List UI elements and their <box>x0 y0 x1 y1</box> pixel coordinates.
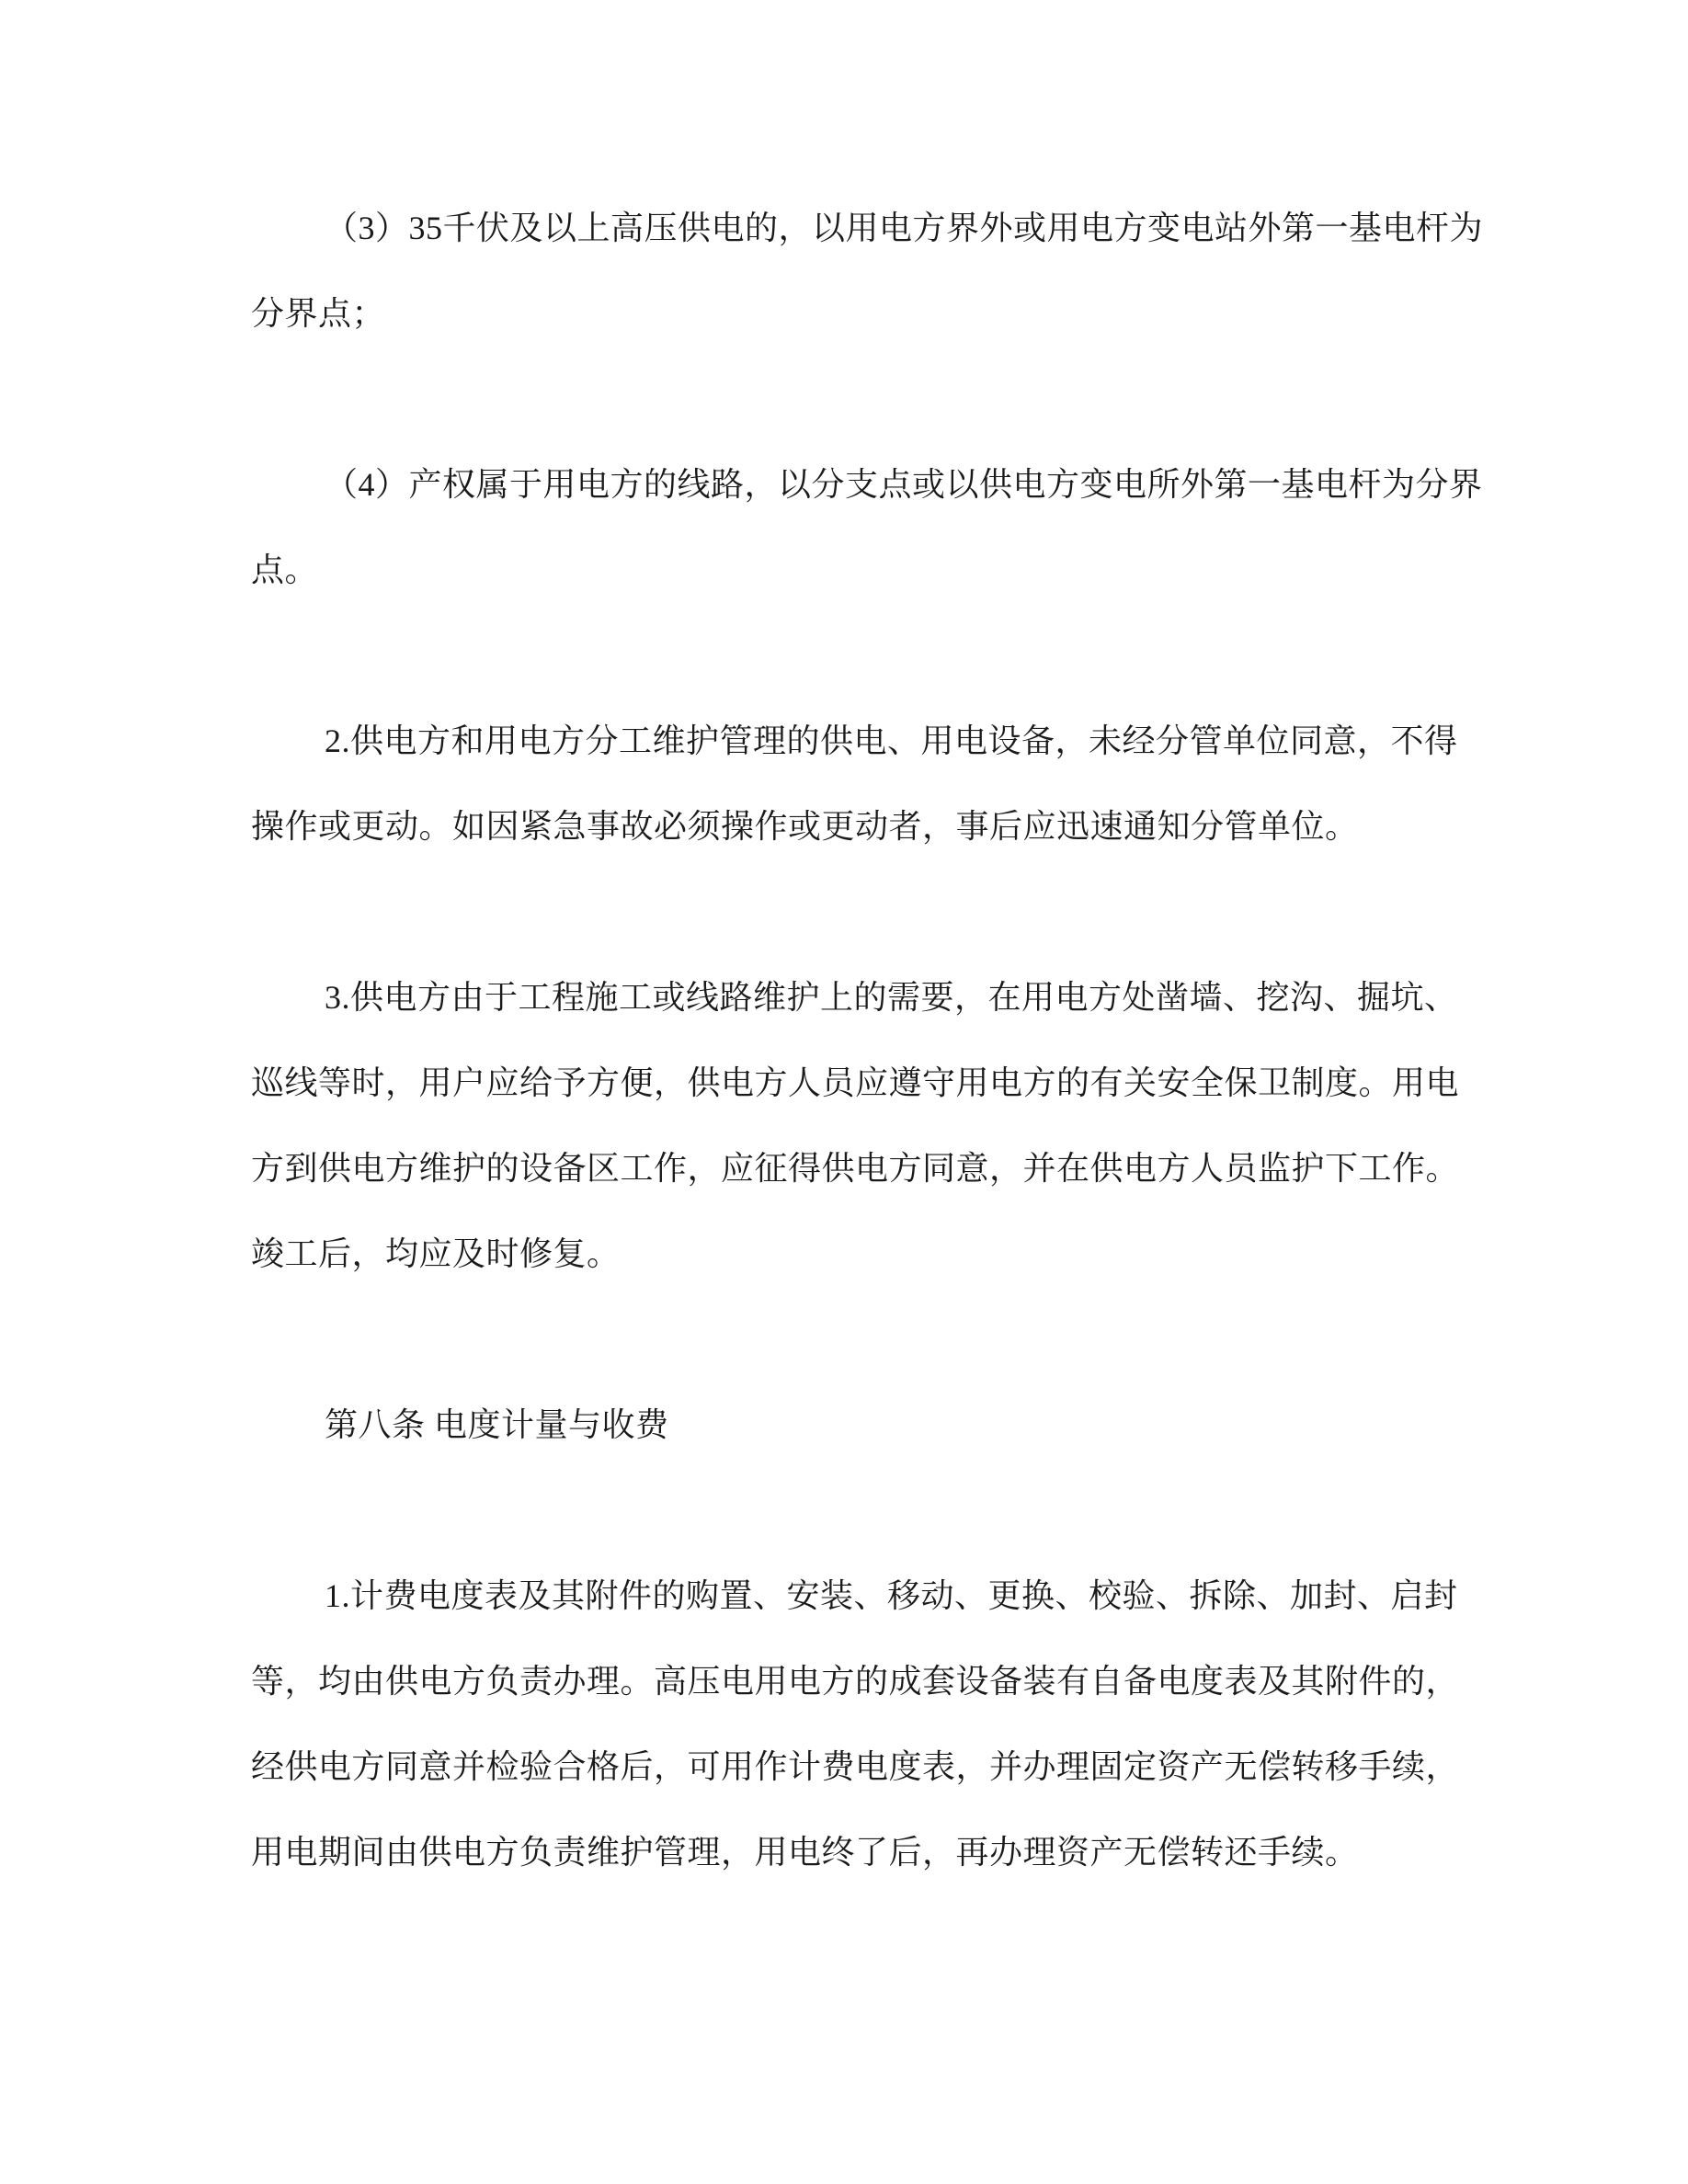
text-line: 等，均由供电方负责办理。高压电用电方的成套设备装有自备电度表及其附件的， <box>251 1663 1460 1700</box>
text-line: 竣工后，均应及时修复。 <box>251 1235 621 1272</box>
text-line: 点。 <box>251 552 319 588</box>
text-line: 1.计费电度表及其附件的购置、安装、移动、更换、校验、拆除、加封、启封 <box>325 1577 1458 1614</box>
text-line: 巡线等时，用户应给予方便，供电方人员应遵守用电方的有关安全保卫制度。用电 <box>251 1064 1460 1101</box>
text-line: （3）35千伏及以上高压供电的，以用电方界外或用电方变电站外第一基电杆为 <box>325 210 1484 246</box>
text-line: 方到供电方维护的设备区工作，应征得供电方同意，并在供电方人员监护下工作。 <box>251 1150 1460 1187</box>
text-line: 分界点； <box>251 295 386 332</box>
text-line: 经供电方同意并检验合格后，可用作计费电度表，并办理固定资产无偿转移手续， <box>251 1748 1460 1785</box>
paragraph-clause-1-metering <box>251 1553 1504 1895</box>
text-line: 3.供电方由于工程施工或线路维护上的需要，在用电方处凿墙、挖沟、掘坑、 <box>325 979 1458 1016</box>
paragraph-subitem-4 <box>251 442 1504 613</box>
text-line: 2.供电方和用电方分工维护管理的供电、用电设备，未经分管单位同意，不得 <box>325 722 1458 759</box>
paragraph-clause-3 <box>251 955 1504 1297</box>
heading-line: 第八条 电度计量与收费 <box>325 1406 669 1443</box>
paragraph-clause-2 <box>251 699 1504 870</box>
text-line: （4）产权属于用电方的线路，以分支点或以供电方变电所外第一基电杆为分界 <box>325 466 1483 503</box>
paragraph-subitem-3 <box>251 186 1504 357</box>
text-line: 操作或更动。如因紧急事故必须操作或更动者，事后应迅速通知分管单位。 <box>251 808 1359 845</box>
text-line: 用电期间由供电方负责维护管理，用电终了后，再办理资产无偿转还手续。 <box>251 1834 1359 1871</box>
article-8-heading <box>251 1382 1504 1468</box>
